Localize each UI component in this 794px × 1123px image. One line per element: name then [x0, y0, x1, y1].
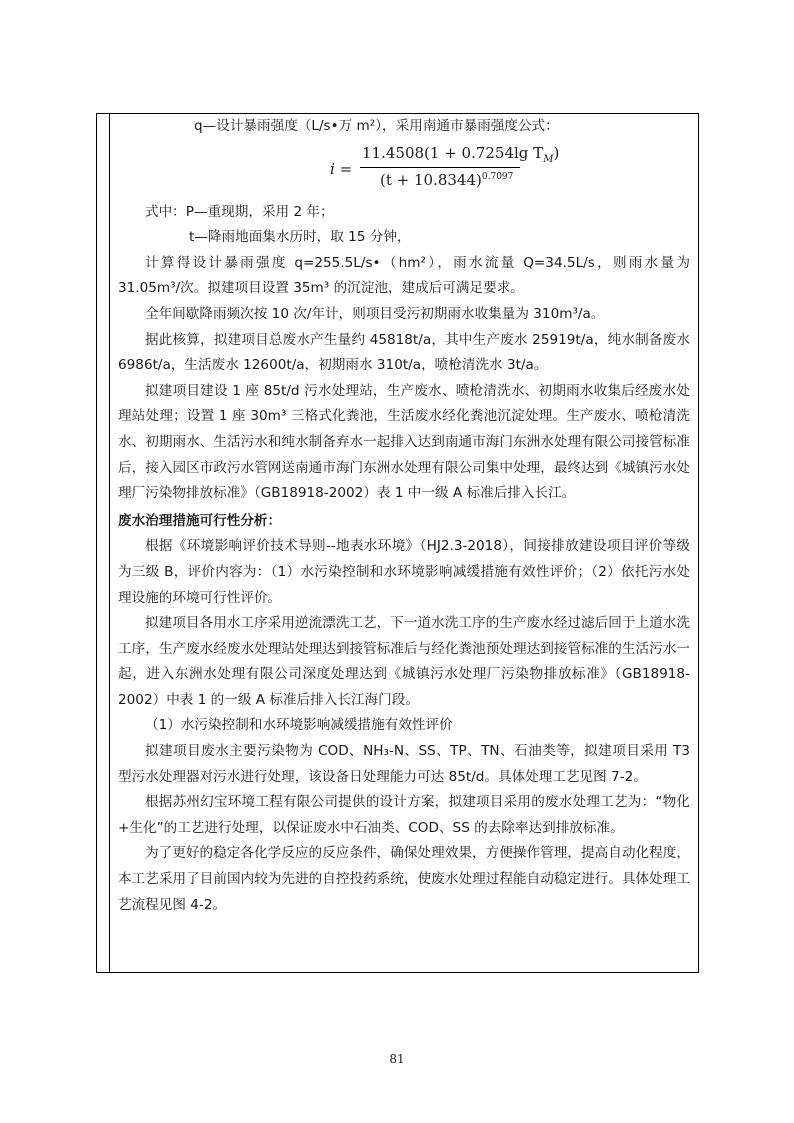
paragraph-p-definition: 式中：P—重现期，采用 2 年；: [145, 203, 334, 220]
paragraph-calculation: 计算得设计暴雨强度 q=255.5L/s•（hm²），雨水流量 Q=34.5L/s，则雨水量为 31.05m³/次。拟建项目设置 35m³ 的沉淀池，建成后可满足要求。: [118, 254, 690, 297]
paragraph-q-definition: q—设计暴雨强度（L/s•万 m²），采用南通市暴雨强度公式：: [194, 118, 559, 134]
table-content-cell: [118, 114, 690, 918]
paragraph-design-scheme: 根据苏州幻宝环境工程有限公司提供的设计方案，拟建项目采用的废水处理工艺为：“物化+生化”的工艺进行处理，以保证废水中石油类、COD、SS 的去除率达到排放标准。: [118, 794, 690, 836]
paragraph-automation: 为了更好的稳定各化学反应的反应条件，确保处理效果，方便操作管理，提高自动化程度，本工艺采用了目前国内较为先进的自控投药系统，使废水处理过程能自动稳定进行。具体处理工艺流程见图 4-2。: [118, 845, 690, 913]
formula-fraction-bar: [360, 167, 520, 168]
paragraph-assessment-basis: 根据《环境影响评价技术导则--地表水环境》（HJ2.3-2018），间接排放建设项目评价等级为三级 B，评价内容为：（1）水污染控制和水环境影响减缓措施有效性评价；（2）依托污水处理设施的环境可行性评价。: [118, 538, 690, 606]
formula-numerator: 11.4508(1 + 0.7254lg $T_M$): [362, 143, 560, 165]
section-heading: 废水治理措施可行性分析：: [118, 512, 282, 529]
paragraph-total-wastewater: 据此核算，拟建项目总废水产生量约 45818t/a，其中生产废水 25919t/a，纯水制备废水 6986t/a，生活废水 12600t/a，初期雨水 310t/a，喷枪清洗水 3t/a。: [118, 331, 690, 374]
page-number: 81: [389, 1052, 405, 1066]
rainfall-intensity-formula: [118, 140, 690, 200]
paragraph-annual-rain: 全年间歇降雨频次按 10 次/年计，则项目受污初期雨水收集量为 310m³/a。: [145, 305, 605, 322]
paragraph-t-definition: t—降雨地面集水历时，取 15 分钟，: [189, 229, 411, 246]
paragraph-pollutants: 拟建项目废水主要污染物为 COD、NH₃-N、SS、TP、TN、石油类等，拟建项目采用 T3 型污水处理器对污水进行处理，该设备日处理能力可达 85t/d。具体处理工艺见图 7-2。: [118, 743, 690, 785]
paragraph-rinse-process: 拟建项目各用水工序采用逆流漂洗工艺，下一道水洗工序的生产废水经过滤后回于上道水洗工序，生产废水经废水处理站处理达到接管标准后与经化粪池预处理达到接管标准的生活污水一起，进入东洲水处理有限公司深度处理达到《城镇污水处理厂污染物排放标准》（GB18918-2002）中表 1 的一级 A 标准后排入长江海门段。: [118, 615, 690, 708]
paragraph-treatment-station: 拟建项目建设 1 座 85t/d 污水处理站，生产废水、喷枪清洗水、初期雨水收集后经废水处理站处理；设置 1 座 30m³ 三格式化粪池，生活废水经化粪池沉淀处理。生产废水、喷枪清洗水、初期雨水、生活污水和纯水制备弃水一起排入达到南通市海门东洲水处理有限公司接管标准后，接入园区市政污水管网送南通市海门东洲水处理有限公司集中处理，最终达到《城镇污水处理厂污染物排放标准》（GB18918-2002）表 1 中一级 A 标准后排入长江。: [118, 382, 690, 502]
formula-lhs: i =: [330, 159, 353, 178]
formula-denominator: $(t + 10.8344)^{0.7097}$: [380, 170, 514, 189]
table-inner-rule: [109, 113, 110, 973]
paragraph-subheading-1: （1）水污染控制和水环境影响减缓措施有效性评价: [145, 717, 453, 734]
